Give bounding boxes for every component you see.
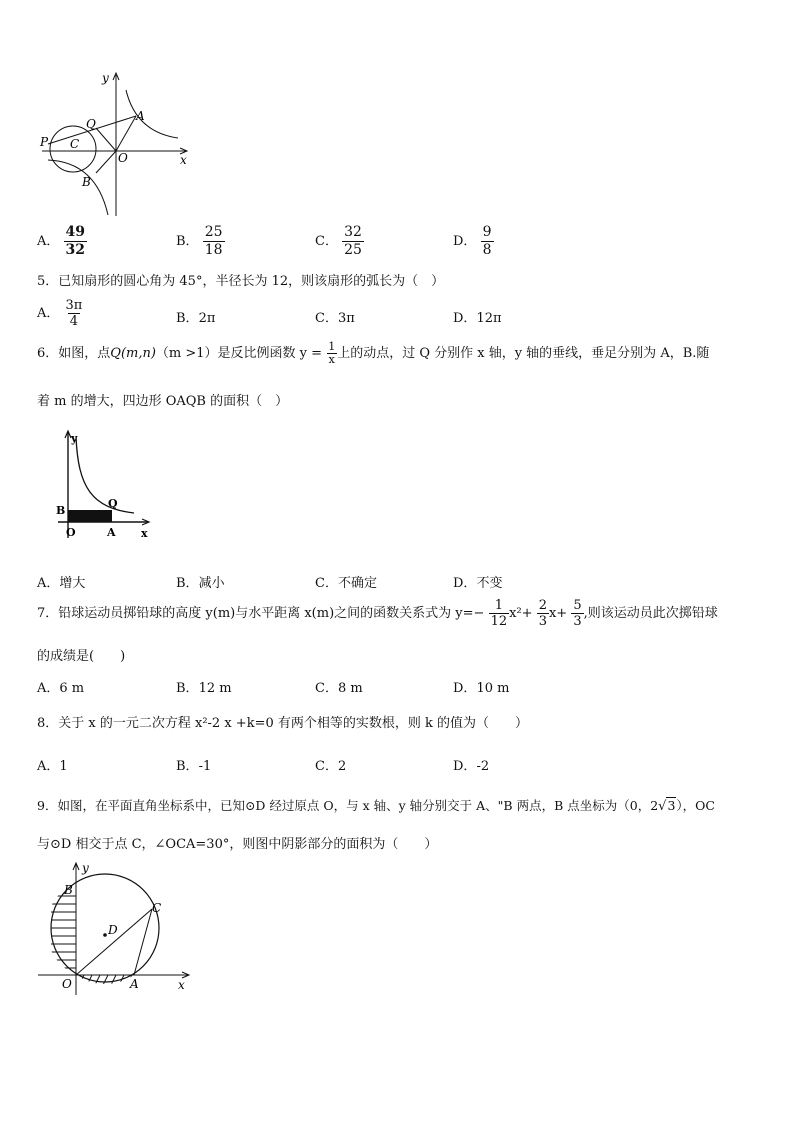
q8-option-b: B．-1 (176, 759, 212, 774)
q7-option-a-text: 6 m (59, 681, 85, 696)
q7-option-b: B．12 m (176, 681, 232, 696)
q6-option-c: C．不确定 (315, 576, 377, 591)
q9-label-y: y (82, 861, 89, 875)
q5-option-a-fraction: $\frac{3\pi}{4}$ (65, 298, 83, 329)
q8-option-d-text: -2 (476, 759, 490, 774)
q4-option-letter: C． (315, 234, 338, 249)
q4-label-a: A (136, 109, 145, 123)
q4-label-y: y (102, 71, 109, 85)
q4-label-b: B (82, 175, 91, 189)
q5-option-a (37, 298, 84, 329)
q6-label-y: y (71, 432, 78, 445)
q8-option-d: D．-2 (453, 759, 490, 774)
q6-shaded-rect (68, 510, 112, 522)
q6-stem-line2: 着 m 的增大，四边形 OAQB 的面积（ ） (37, 394, 289, 409)
q4-label-p: P (40, 135, 49, 149)
q8-stem: 8．关于 x 的一元二次方程 x²-2 x +k=0 有两个相等的实数根，则 k 的值为（ ） (37, 716, 529, 731)
q5-option-d: D．12π (453, 311, 502, 326)
q6-hyperbola (76, 436, 134, 513)
q7-option-b-text: 12 m (198, 681, 232, 696)
q9-stem-line2: 与⊙D 相交于点 C，∠OCA=30°，则图中阴影部分的面积为（ ） (37, 837, 438, 852)
q7-fraction-1: $\frac{1}{12}$ (490, 598, 508, 629)
q8-option-a: A．1 (37, 759, 68, 774)
q5-option-d-text: 12π (476, 311, 502, 326)
q6-figure (52, 428, 162, 543)
q9-label-x: x (178, 978, 185, 992)
q4-hyperbola-right (126, 90, 178, 138)
q4-option-d-fraction: $\frac{9}{8}$ (482, 224, 492, 258)
q8-option-c-text: 2 (337, 759, 347, 774)
q6-option-d-text: 不变 (476, 576, 503, 591)
q6-option-b-text: 减小 (198, 576, 225, 591)
q6-label-q: Q (108, 497, 118, 510)
q9-figure (36, 860, 196, 1000)
q6-point: Q(m,n) (110, 346, 156, 361)
q4-option-letter: B． (176, 234, 199, 249)
q5-option-letter: A． (37, 306, 60, 321)
q5-stem: 5．已知扇形的圆心角为 45°，半径长为 12，则该扇形的弧长为（ ） (37, 274, 445, 289)
q7-option-c-text: 8 m (337, 681, 363, 696)
q6-label-o: O (66, 526, 76, 539)
q5-option-b-text: 2π (198, 311, 216, 326)
q4-option-b (176, 224, 225, 259)
q4-option-a-fraction: $\frac{49}{32}$ (65, 224, 86, 258)
q9-sqrt: √3 (658, 798, 676, 814)
q6-option-a: A．增大 (37, 576, 86, 591)
q8-option-c: C．2 (315, 759, 347, 774)
q6-fraction: $\frac{1}{x}$ (328, 340, 336, 366)
q9-stem-line1: 9．如图，在平面直角坐标系中，已知⊙D 经过原点 O，与 x 轴、y 轴分别交于 A、"B 两点，B 点坐标为（0，2√3），OC (37, 798, 715, 814)
q8-option-b-text: -1 (198, 759, 212, 774)
q4-option-c-fraction: $\frac{32}{25}$ (344, 224, 362, 258)
q9-label-b: B (64, 883, 73, 897)
q6-label-b: B (56, 504, 66, 517)
q4-hyperbola-left (48, 160, 108, 215)
q4-label-q: Q (86, 117, 96, 131)
q4-option-b-fraction: $\frac{25}{18}$ (204, 224, 223, 258)
q4-option-d (453, 224, 494, 259)
q9-shaded-bottom (79, 975, 132, 985)
q4-option-c (315, 224, 364, 259)
q7-option-a: A．6 m (37, 681, 85, 696)
q4-figure (36, 70, 196, 220)
q6-option-a-text: 增大 (59, 576, 86, 591)
q4-option-a (37, 224, 87, 259)
q7-stem-line1: 7．铅球运动员掷铅球的高度 y(m)与水平距离 x(m)之间的函数关系式为 y=− $\frac{1}{12}$ x²+ $\frac{2}{3}$ x+ $\frac{5}{3}$ ,则该运动员此次掷铅球 (37, 598, 718, 629)
q4-line-bo (96, 151, 116, 173)
q5-option-c: C．3π (315, 311, 355, 326)
q9-line-oc (76, 909, 152, 975)
q9-label-c: C (152, 901, 162, 915)
q4-label-o: O (118, 151, 128, 165)
q9-line-ca (134, 909, 152, 975)
q6-option-b: B．减小 (176, 576, 225, 591)
q7-option-d: D．10 m (453, 681, 510, 696)
q4-line-qo (96, 128, 116, 151)
q4-label-c: C (70, 137, 80, 151)
q5-option-c-text: 3π (337, 311, 355, 326)
q6-label-a: A (107, 526, 116, 539)
q5-option-b: B．2π (176, 311, 216, 326)
q7-fraction-3: $\frac{5}{3}$ (573, 598, 582, 629)
q9-label-d: D (108, 923, 118, 937)
q4-option-letter: D． (453, 234, 477, 249)
q9-point-d (103, 933, 107, 937)
q7-stem-line2: 的成绩是( ) (37, 649, 126, 664)
q7-fraction-2: $\frac{2}{3}$ (538, 598, 547, 629)
q7-option-d-text: 10 m (476, 681, 510, 696)
q9-label-a: A (130, 977, 139, 991)
q7-option-c: C．8 m (315, 681, 363, 696)
q9-label-o: O (62, 977, 72, 991)
q4-label-x: x (180, 153, 187, 167)
q6-label-x: x (141, 527, 148, 540)
q4-option-letter: A． (37, 234, 60, 249)
q6-option-c-text: 不确定 (337, 576, 377, 591)
q8-option-a-text: 1 (59, 759, 68, 774)
q6-option-d: D．不变 (453, 576, 503, 591)
q6-stem-line1: 6．如图，点Q(m,n)（m >1）是反比例函数 y = $\frac{1}{x}$ 上的动点，过 Q 分别作 x 轴，y 轴的垂线，垂足分别为 A，B.随 (37, 340, 710, 366)
